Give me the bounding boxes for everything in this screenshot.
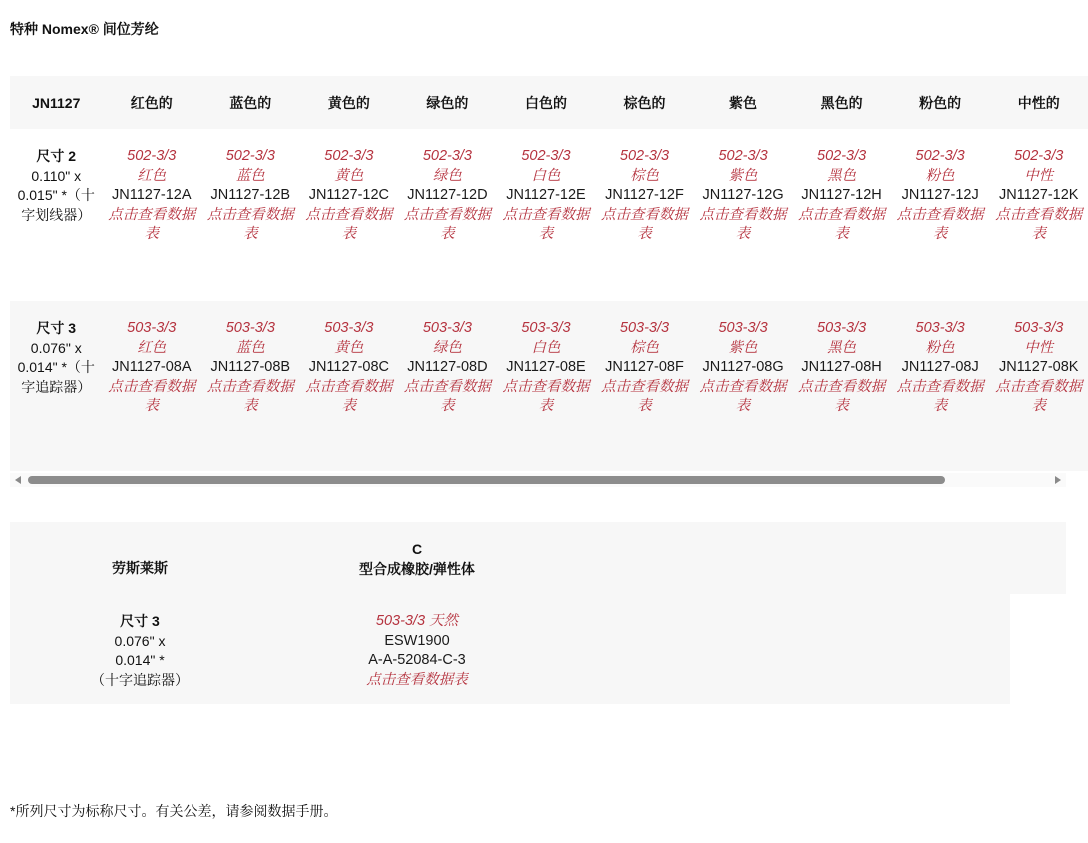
part-number: JN1127-08E — [506, 359, 586, 375]
datasheet-link[interactable]: 点击查看数据表 — [206, 206, 294, 242]
size-dims: 0.076" x — [114, 632, 166, 649]
product-code: 503-3/3 — [915, 320, 965, 336]
product-code: 503-3/3 — [127, 320, 177, 336]
color-name: 蓝色 — [235, 167, 265, 184]
column-header: 中性的 — [1017, 94, 1060, 111]
datasheet-link[interactable]: 点击查看数据表 — [108, 378, 196, 414]
product-cell — [201, 129, 300, 301]
color-name: 粉色 — [925, 339, 955, 356]
product-code: 503-3/3 — [324, 320, 374, 336]
product-code: 503-3/3 — [817, 320, 867, 336]
color-name: 红色 — [137, 339, 167, 356]
product-cell — [497, 301, 596, 471]
product-cell — [322, 612, 512, 690]
product-cell — [201, 301, 300, 471]
table2-column-header — [322, 539, 512, 579]
color-name: 白色 — [531, 339, 561, 356]
color-name: 中性 — [1024, 339, 1054, 356]
datasheet-link[interactable]: 点击查看数据表 — [896, 378, 984, 414]
product-code: 502-3/3 — [619, 148, 670, 164]
row-header — [10, 301, 103, 471]
product-code: 502-3/3 — [521, 148, 571, 164]
part-number: JN1127-12B — [210, 187, 291, 203]
row-header — [10, 129, 103, 301]
color-name: 黄色 — [334, 339, 364, 356]
datasheet-link[interactable]: 点击查看数据表 — [403, 206, 491, 242]
product-cell — [103, 129, 202, 301]
color-name: 白色 — [531, 167, 561, 184]
spec-number: A-A-52084-C-3 — [368, 652, 466, 668]
part-number: JN1127-12F — [605, 187, 684, 203]
product-cell — [694, 129, 793, 301]
part-number: JN1127-12E — [506, 187, 586, 203]
column-header-line: 型合成橡胶/弹性体 — [359, 561, 475, 577]
product-code: 503-3/3 — [521, 320, 571, 336]
part-number: JN1127-08G — [702, 359, 784, 375]
size-label: 尺寸 2 — [36, 148, 77, 164]
column-header: 黄色的 — [327, 94, 370, 111]
footnote: *所列尺寸为标称尺寸。有关公差，请参阅数据手册。 — [10, 803, 338, 819]
part-number: JN1127-12K — [998, 187, 1079, 203]
table-row — [10, 301, 1088, 471]
part-number: JN1127-12C — [308, 187, 390, 203]
part-number: JN1127-08B — [210, 359, 291, 375]
product-cell — [989, 129, 1088, 301]
page-title: 特种 Nomex® 间位芳纶 — [10, 21, 159, 37]
product-code: 503-3/3 — [1014, 320, 1064, 336]
color-name: 绿色 — [432, 339, 462, 356]
product-code: 502-3/3 — [718, 148, 768, 164]
part-number: JN1127-12A — [112, 187, 192, 203]
part-number: JN1127-12D — [407, 187, 488, 203]
part-number: JN1127-08K — [998, 359, 1079, 375]
datasheet-link[interactable]: 点击查看数据表 — [896, 206, 984, 242]
product-code: 503-3/3 — [718, 320, 768, 336]
size-dims: 0.076" x 0.014" *（十字追踪器） — [17, 339, 95, 395]
color-name: 紫色 — [728, 167, 758, 184]
size-label: 尺寸 3 — [36, 320, 77, 336]
product-cell — [792, 301, 891, 471]
datasheet-link[interactable]: 点击查看数据表 — [601, 378, 688, 414]
horizontal-scrollbar[interactable] — [10, 473, 1066, 487]
table2-header-row — [10, 522, 1066, 594]
product-code: 502-3/3 — [324, 148, 374, 164]
scroll-right-arrow-icon[interactable] — [1055, 476, 1061, 484]
product-cell — [792, 129, 891, 301]
product-code: 502-3/3 — [127, 148, 177, 164]
datasheet-link[interactable]: 点击查看数据表 — [305, 378, 393, 414]
color-name: 红色 — [137, 167, 167, 184]
column-header: 白色的 — [524, 94, 567, 111]
product-code: 502-3/3 — [422, 148, 472, 164]
size-dims: 0.110" x 0.015" *（十字划线器） — [17, 167, 95, 223]
datasheet-link[interactable]: 点击查看数据表 — [206, 378, 294, 414]
datasheet-link[interactable]: 点击查看数据表 — [502, 378, 590, 414]
product-code: 502-3/3 — [817, 148, 867, 164]
scroll-left-arrow-icon[interactable] — [15, 476, 21, 484]
datasheet-link[interactable]: 点击查看数据表 — [798, 378, 886, 414]
product-cell — [989, 301, 1088, 471]
color-name: 紫色 — [728, 339, 758, 356]
size-label: 尺寸 3 — [120, 613, 160, 629]
column-header: 黑色的 — [820, 94, 863, 111]
part-number: JN1127-08D — [407, 359, 488, 375]
product-cell — [891, 301, 990, 471]
column-header: 棕色的 — [623, 94, 666, 111]
product-cell — [694, 301, 793, 471]
table-row — [10, 129, 1088, 301]
product-table-jn1127 — [10, 76, 1088, 471]
column-header-line: C — [411, 541, 423, 557]
product-cell — [595, 301, 694, 471]
table2-corner-header: 劳斯莱斯 — [112, 560, 168, 576]
product-cell — [398, 301, 497, 471]
part-number: JN1127-12H — [801, 187, 882, 203]
color-name: 棕色 — [630, 167, 659, 184]
color-name: 黑色 — [827, 167, 857, 184]
column-header: 绿色的 — [426, 94, 469, 111]
color-name: 黑色 — [827, 339, 857, 356]
column-header: 红色的 — [130, 94, 173, 111]
scrollbar-thumb[interactable] — [28, 476, 945, 484]
datasheet-link[interactable]: 点击查看数据表 — [502, 206, 590, 242]
column-header: 蓝色的 — [229, 94, 272, 111]
part-number: JN1127-12J — [901, 187, 979, 203]
product-cell — [595, 129, 694, 301]
part-number: JN1127-08A — [112, 359, 192, 375]
part-number: JN1127-08H — [801, 359, 882, 375]
product-code: 502-3/3 — [915, 148, 965, 164]
datasheet-link[interactable]: 点击查看数据表 — [995, 378, 1083, 414]
datasheet-link[interactable]: 点击查看数据表 — [601, 206, 688, 242]
table2-row — [10, 594, 1010, 704]
color-name: 蓝色 — [235, 339, 265, 356]
color-name: 中性 — [1024, 167, 1054, 184]
color-name: 黄色 — [334, 167, 364, 184]
part-number: JN1127-08J — [901, 359, 979, 375]
product-cell — [103, 301, 202, 471]
color-name: 粉色 — [925, 167, 955, 184]
product-cell — [300, 129, 399, 301]
product-code: 503-3/3 — [225, 320, 275, 336]
table1-corner-header: JN1127 — [32, 94, 81, 111]
product-table-rolls-royce — [10, 522, 1066, 704]
size-dims: （十字追踪器） — [91, 671, 189, 688]
product-cell — [300, 301, 399, 471]
color-name: 棕色 — [630, 339, 659, 356]
column-header: 粉色的 — [919, 94, 962, 111]
datasheet-link[interactable]: 点击查看数据表 — [995, 206, 1083, 242]
product-cell — [891, 129, 990, 301]
color-name: 绿色 — [432, 167, 462, 184]
datasheet-link[interactable]: 点击查看数据表 — [108, 206, 196, 242]
column-header: 紫色 — [729, 94, 758, 111]
product-cell — [497, 129, 596, 301]
datasheet-link[interactable]: 点击查看数据表 — [699, 206, 787, 242]
datasheet-link[interactable]: 点击查看数据表 — [305, 206, 393, 242]
product-code: 503-3/3 — [422, 320, 472, 336]
product-code: 503-3/3 — [619, 320, 670, 336]
datasheet-link[interactable]: 点击查看数据表 — [798, 206, 886, 242]
part-number: ESW1900 — [384, 632, 450, 649]
product-cell — [398, 129, 497, 301]
table1-scroll-container[interactable] — [10, 76, 1083, 488]
product-code: 502-3/3 — [225, 148, 275, 164]
part-number: JN1127-08F — [605, 359, 684, 375]
datasheet-link[interactable]: 点击查看数据表 — [366, 671, 468, 688]
row-header — [70, 612, 210, 690]
table1-header-row — [10, 76, 1088, 129]
part-number: JN1127-08C — [308, 359, 390, 375]
datasheet-link[interactable]: 点击查看数据表 — [699, 378, 787, 414]
product-code: 502-3/3 — [1014, 148, 1064, 164]
part-number: JN1127-12G — [702, 187, 784, 203]
datasheet-link[interactable]: 点击查看数据表 — [403, 378, 491, 414]
size-dims: 0.014" * — [115, 652, 165, 668]
product-code: 503-3/3 天然 — [375, 613, 459, 629]
